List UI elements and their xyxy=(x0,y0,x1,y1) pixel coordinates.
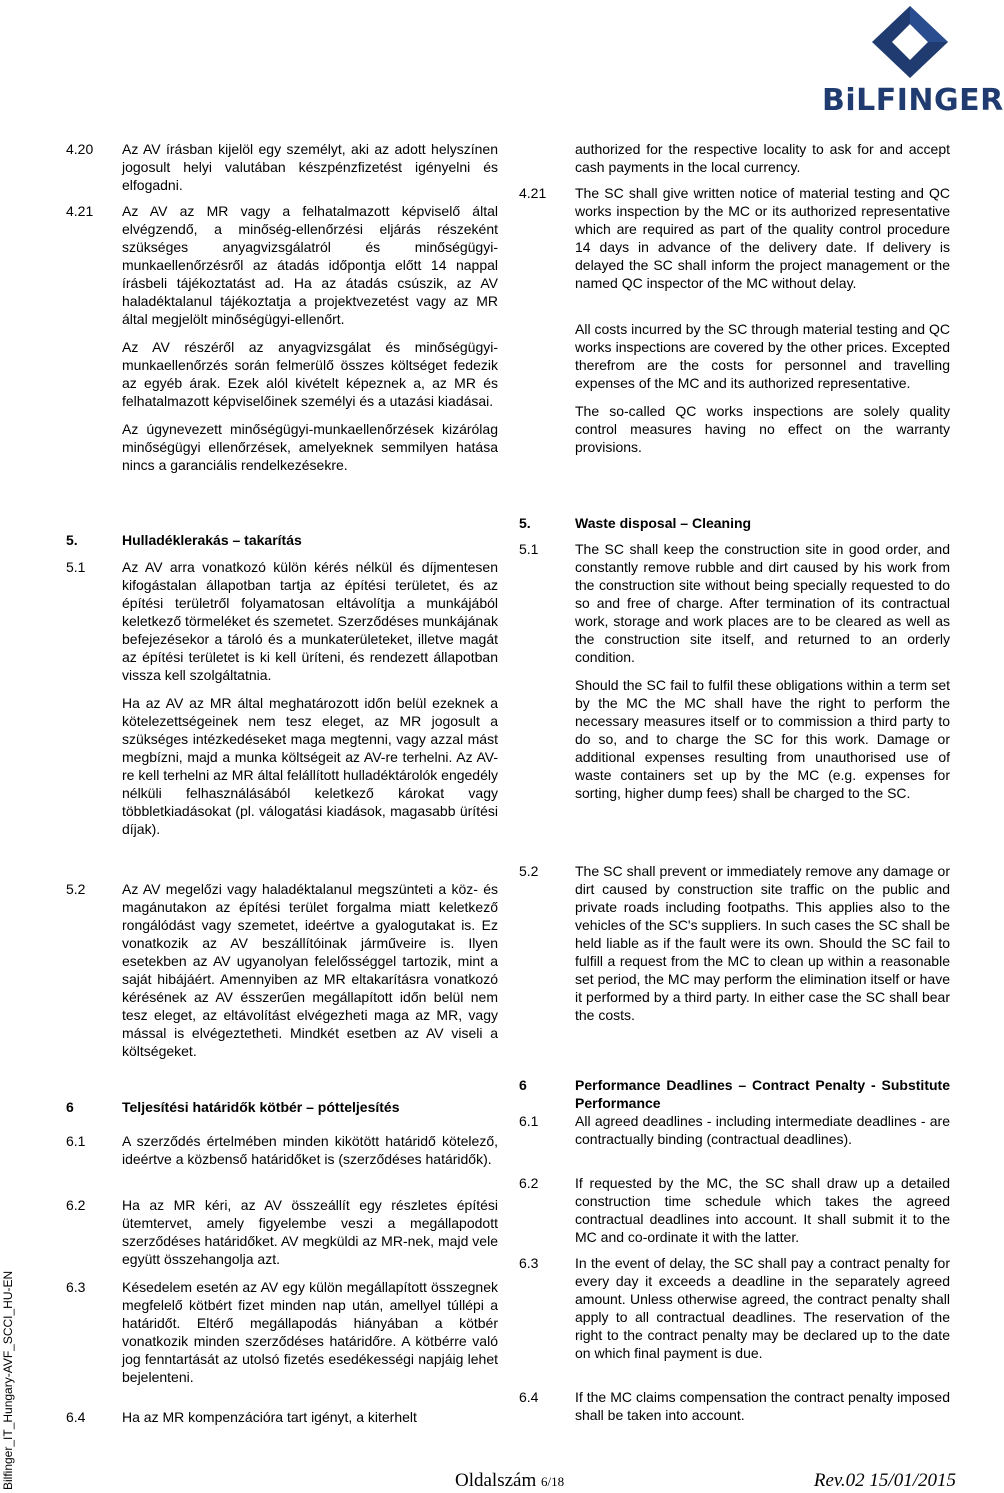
section-number: 5.2 xyxy=(66,881,86,897)
paragraph: The SC shall give written notice of material testing and QC works inspection by the MC or its authorized representative which are required as part of the quality control procedure 14 days in advance of the delivery date. If delivery is delayed the SC shall inform the project management or the named QC inspector of the MC without delay. xyxy=(575,185,950,291)
section-heading: Waste disposal – Cleaning xyxy=(575,515,752,531)
paragraph: Should the SC fail to fulfil these obligations within a term set by the MC the MC shall have the right to perform the necessary measures itself or to commission a third party to do so, and to charge the SC for this work. Damage or additional expenses resulting from unauthorised use of waste containers set up by the MC (e.g. expenses for sorting, higher dump fees) shall be charged to the SC. xyxy=(575,677,950,801)
section-number: 5.1 xyxy=(66,559,86,575)
paragraph: In the event of delay, the SC shall pay a contract penalty for every day it exceeds a deadline in the separately agreed amount. Unless otherwise agreed, the contract penalty shall apply to all contractual deadlines. The reservation of the right to the contract penalty may be declared up to the date on which final payment is due. xyxy=(575,1255,950,1361)
paragraph: Késedelem esetén az AV egy külön megállapított összegnek megfelelő kötbért fizet minden nap után, amellyel túllépi a határidőt. Eltérő megállapodás hiányában a kötbér vonatkozik minden szerződéses határidőre. A kötbérre való jog fenntartását az utolsó fizetés esedékességi napjáig lehet bejelenteni. xyxy=(122,1279,498,1385)
section-text xyxy=(66,1196,498,1268)
paragraph: Ha az MR kéri, az AV összeállít egy részletes építési ütemtervet, amely figyelembe veszi a megállapodott szerződéses határidőket. AV megküldi az MR-nek, majd vele együtt összehangolja azt. xyxy=(122,1197,498,1267)
section-number: 5.2 xyxy=(519,863,539,879)
section-heading xyxy=(519,1076,950,1112)
section-heading-text: Performance Deadlines – Contract Penalty - Substitute Performance xyxy=(575,1077,950,1111)
revision-label: Rev.02 15/01/2015 xyxy=(813,1470,956,1491)
paragraph: Az AV részéről az anyagvizsgálat és minőségügyi-munkaellenőrzés során felmerülő összes költséget fedezik az egyéb árak. Ezek alól kivételt képeznek a, az MR és felhatalmazott képviselőinek személyi és a utazási kiadásai. xyxy=(122,339,498,409)
paragraph: All costs incurred by the SC through material testing and QC works inspections are covered by the other prices. Excepted therefrom are the costs for personnel and travelling expenses of the MC and its authorized representative. xyxy=(575,321,950,391)
section-text xyxy=(519,1254,950,1362)
paragraph: Az úgynevezett minőségügyi-munkaellenőrzések kizárólag minőségügyi ellenőrzések, amelyeknek semmilyen hatása nincs a garanciális rendelkezésekre. xyxy=(122,421,498,473)
paragraph: The SC shall keep the construction site in good order, and constantly remove rubble and dirt caused by his work from the construction site without being specially requested to do so and free of charge. After termination of its contractual work, storage and work places are to be cleared as well as the construction site itself, and returned to an orderly condition. xyxy=(575,541,950,665)
paragraph: Az AV írásban kijelöl egy személyt, aki az adott helyszínen jogosult helyi valutában készpénzfizetést igényelni és elfogadni. xyxy=(122,141,498,193)
section-number: 5. xyxy=(66,532,78,548)
section-heading: Teljesítési határidők kötbér – pótteljesítés xyxy=(122,1099,400,1115)
section-number: 6.3 xyxy=(519,1255,539,1271)
side-document-reference: Bilfinger_IT_Hungary-AVF_SCCI_HU-EN xyxy=(1,1270,15,1490)
section-number: 6.2 xyxy=(66,1197,86,1213)
section-number: 6.4 xyxy=(519,1389,539,1405)
section-text xyxy=(66,1408,417,1426)
section-text xyxy=(66,1278,498,1386)
section-text xyxy=(519,184,950,456)
section-text xyxy=(66,880,498,1060)
section-number: 6.4 xyxy=(66,1409,86,1425)
section-number: 6.2 xyxy=(519,1175,539,1191)
page-number xyxy=(455,1470,564,1493)
section-number: 5.1 xyxy=(519,541,539,557)
section-text xyxy=(66,558,498,838)
paragraph: authorized for the respective locality to ask for and accept cash payments in the local currency. xyxy=(575,141,950,175)
paragraph: The so-called QC works inspections are solely quality control measures having no effect on the warranty provisions. xyxy=(575,403,950,455)
section-text xyxy=(519,862,950,1024)
section-text xyxy=(66,140,498,194)
logo-mark-icon xyxy=(862,2,958,82)
section-heading: Hulladéklerakás – takarítás xyxy=(122,532,302,548)
section-number: 6.1 xyxy=(519,1113,539,1129)
paragraph: Az AV megelőzi vagy haladéktalanul megszünteti a köz- és magánutakon az építési terület forgalma miatt keletkező rongálódást vagy szemetet, ideértve a gyalogutakat is. Ez vonatkozik az AV beszállítóinak járműveire is. Ilyen esetekben az AV ugyanolyan felelősséggel tartozik, mint a saját hibájáért. Amennyiben az MR eltakarításra vonatkozó kérésének az AV ésszerűen megállapított időn belül nem tesz eleget, az eltávolítást elvégezheti maga az MR, vagy mással is elvégeztetheti. Mindkét esetben az AV viseli a költségeket. xyxy=(122,881,498,1059)
paragraph: Ha az MR kompenzációra tart igényt, a kiterhelt xyxy=(122,1409,417,1425)
paragraph: The SC shall prevent or immediately remove any damage or dirt caused by construction site traffic on the public and private roads including footpaths. This applies also to the vehicles of the SC's suppliers. In such cases the SC shall be held liable as if the fault were its own. Should the SC fail to fulfill a request from the MC to clean up within a reasonable set period, the MC may perform the elimination itself or have it performed by a third party. In either case the SC shall bear the costs. xyxy=(575,863,950,1023)
page-count: 6/18 xyxy=(541,1474,565,1489)
section-text xyxy=(519,540,950,802)
logo-text: BiLFINGER xyxy=(822,83,1004,118)
paragraph: If the MC claims compensation the contract penalty imposed shall be taken into account. xyxy=(575,1389,950,1423)
section-number: 6 xyxy=(66,1099,74,1115)
section-number: 4.21 xyxy=(66,203,94,219)
section-number: 4.21 xyxy=(519,185,547,201)
section-text xyxy=(519,1112,950,1148)
section-number: 4.20 xyxy=(66,141,94,157)
section-number: 5. xyxy=(519,515,531,531)
section-number: 6.3 xyxy=(66,1279,86,1295)
section-text xyxy=(519,1174,950,1246)
section-number: 6.1 xyxy=(66,1133,86,1149)
bilfinger-logo xyxy=(822,0,1004,122)
paragraph: All agreed deadlines - including intermediate deadlines - are contractually binding (contractual deadlines). xyxy=(575,1113,950,1147)
paragraph: Ha az AV az MR által meghatározott időn belül ezeknek a kötelezettségeinek nem tesz eleget, az MR jogosult a szükséges intézkedéseket maga megtenni, vagy azzal mást megbízni, majd a munka költségeit az AV-re terhelni. Az AV-re kell terhelni az MR által felállított hulladéktárolók engedély nélküli felhasználásából keletkező károkat vagy többletkiadásokat (pl. válogatási kiadások, magasabb ürítési díjak). xyxy=(122,695,498,837)
page-label: Oldalszám xyxy=(455,1470,537,1491)
paragraph: If requested by the MC, the SC shall draw up a detailed construction time schedule which takes the agreed contractual deadlines into account. It shall submit it to the MC and co-ordinate it with the latter. xyxy=(575,1175,950,1245)
paragraph: A szerződés értelmében minden kikötött határidő kötelező, ideértve a közbenső határidőket is (szerződéses határidők). xyxy=(122,1133,498,1167)
section-text xyxy=(66,202,498,474)
paragraph: Az AV arra vonatkozó külön kérés nélkül és díjmentesen kifogástalan állapotban tartja az építési területet, és az építési területről folyamatosan eltávolítja a munkájából keletkező törmeléket és szemetet. Szerződéses munkájának befejezésekor a tároló és a munkaterületeket, illetve magát az építési területet is ki kell üríteni, és rendezett állapotban vissza kell szolgáltatnia. xyxy=(122,559,498,683)
section-text xyxy=(519,1388,950,1424)
section-text xyxy=(519,140,950,176)
section-text xyxy=(66,1132,498,1168)
section-number: 6 xyxy=(519,1077,527,1093)
paragraph: Az AV az MR vagy a felhatalmazott képviselő által elvégzendő, a minőség-ellenőrzési eljárás részeként szükséges anyagvizsgálatról és minőségügyi-munkaellenőrzésről az átadás időpontja előtt 14 nappal írásbeli tájékoztatást ad. Ha az átadás csúszik, az AV haladéktalanul tájékoztatja a projektvezetést vagy az MR által megjelölt minőségügyi-ellenőrt. xyxy=(122,203,498,327)
